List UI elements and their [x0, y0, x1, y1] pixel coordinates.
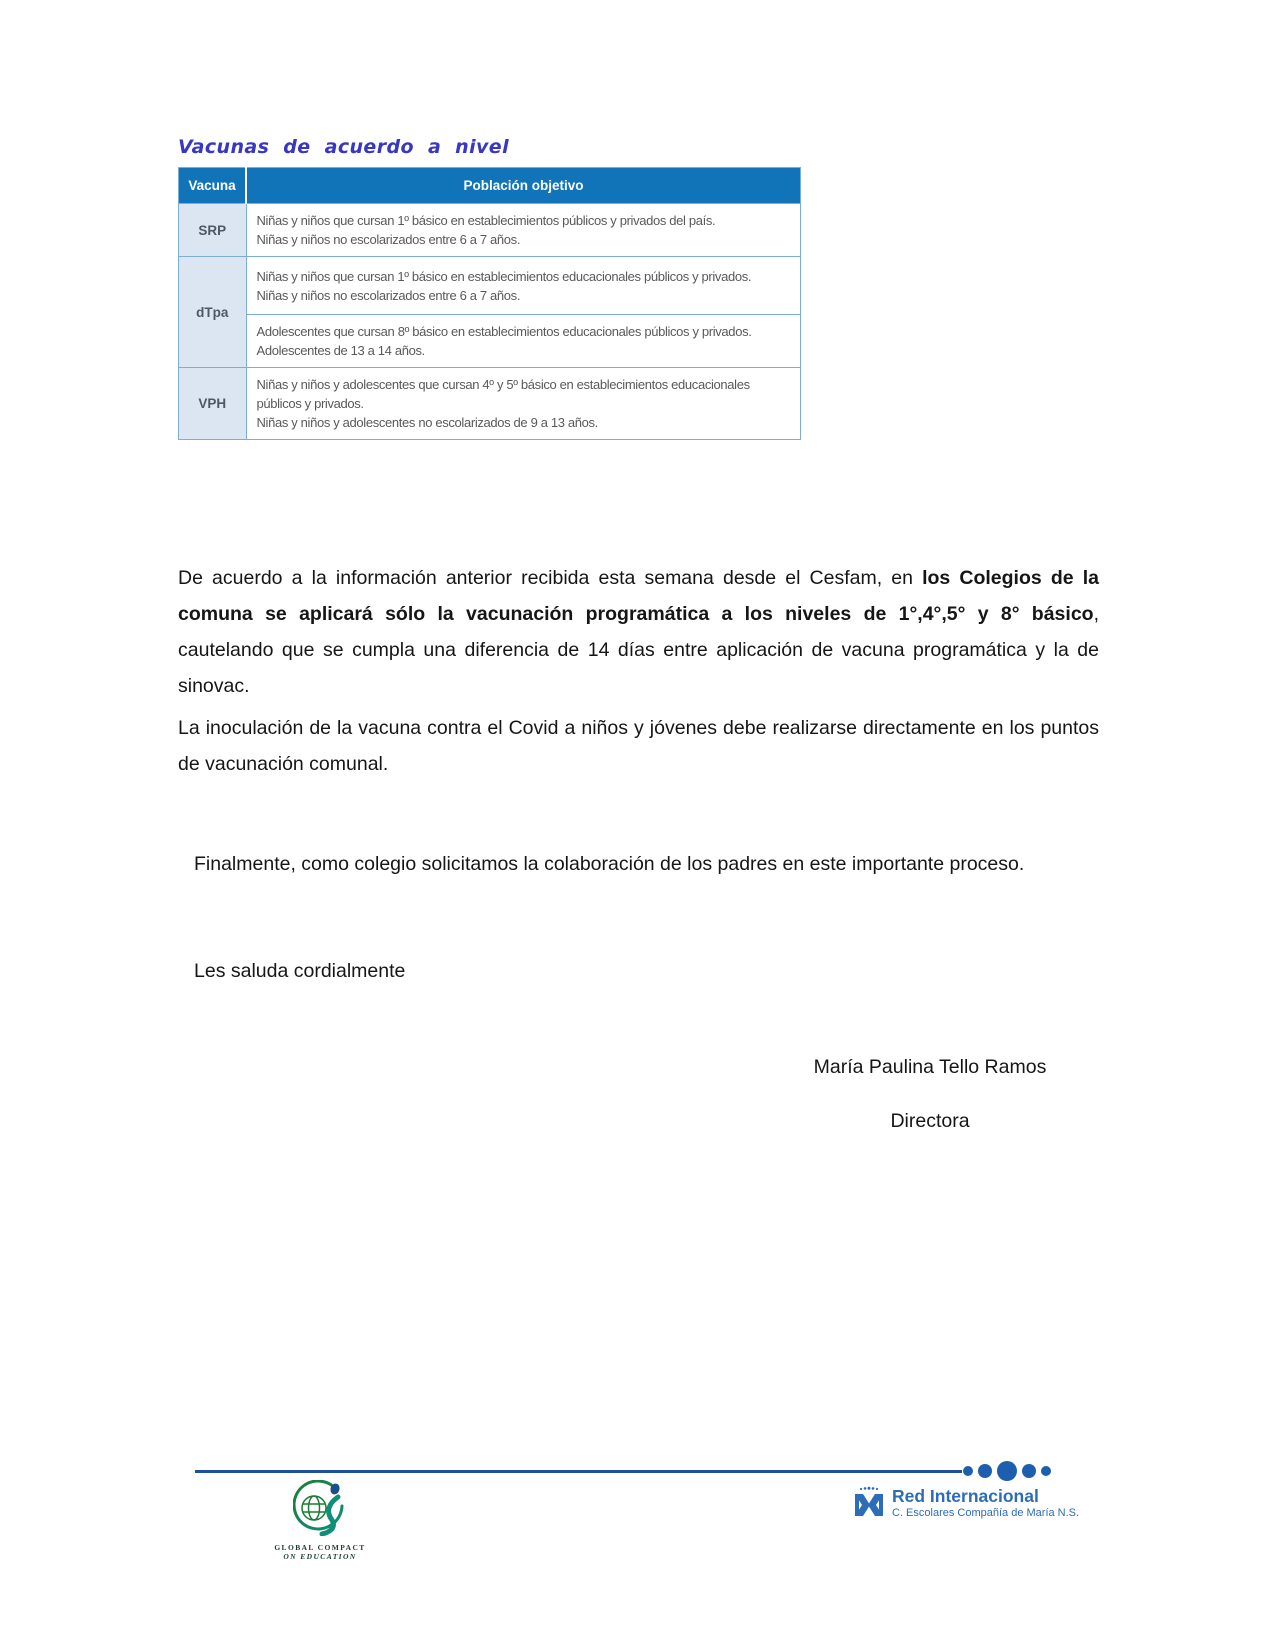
red-internacional-title: Red Internacional — [892, 1486, 1039, 1506]
globe-icon — [302, 1496, 326, 1520]
signature-name: María Paulina Tello Ramos — [813, 1056, 1047, 1078]
footer-divider-line — [195, 1470, 962, 1473]
cell-line: Niñas y niños que cursan 1º básico en establecimientos educacionales públicos y privados. — [256, 268, 752, 284]
red-internacional-text — [892, 1486, 1079, 1520]
row-content-srp — [246, 204, 801, 257]
global-compact-logo-icon — [293, 1480, 347, 1536]
table-row — [179, 315, 801, 368]
dot-icon — [1022, 1464, 1036, 1478]
table-row — [179, 204, 801, 257]
red-internacional-block — [854, 1486, 1079, 1524]
paragraph-inoculacion: La inoculación de la vacuna contra el Covid a niños y jóvenes debe realizarse directamente en los puntos de vacunación comunal. — [178, 716, 1099, 775]
paragraph-bold-text: los Colegios de la comuna se aplicará sólo la vacunación programática a los niveles de 1°,4°,5° y 8° básico — [178, 566, 1099, 625]
column-header-poblacion: Población objetivo — [246, 168, 801, 204]
cell-line: Niñas y niños y adolescentes que cursan 4º y 5º básico en establecimientos educacionales públicos y privados. — [256, 377, 750, 411]
person-icon — [322, 1482, 341, 1534]
paragraph-text: De acuerdo a la información anterior recibida esta semana desde el Cesfam, en — [178, 566, 923, 589]
cell-line: Niñas y niños no escolarizados entre 6 a 7 años. — [256, 287, 521, 303]
global-compact-logo — [262, 1480, 378, 1561]
dot-icon — [997, 1461, 1017, 1481]
row-label-srp: SRP — [179, 204, 247, 257]
dot-icon — [1041, 1466, 1051, 1476]
column-header-vacuna: Vacuna — [179, 168, 247, 204]
vaccine-table — [178, 167, 801, 440]
footer-dots-decoration — [963, 1461, 1051, 1481]
row-content-vph — [246, 368, 801, 440]
table-row — [179, 257, 801, 315]
cell-line: Niñas y niños y adolescentes no escolarizados de 9 a 13 años. — [256, 415, 598, 430]
red-internacional-subtitle: C. Escolares Compañía de María N.S. — [892, 1507, 1080, 1519]
cell-line: Adolescentes que cursan 8º básico en establecimientos educacionales públicos y privados. — [256, 324, 752, 339]
cell-line: Adolescentes de 13 a 14 años. — [256, 343, 425, 358]
closing-salutation: Les saluda cordialmente — [194, 960, 406, 982]
row-label-vph: VPH — [179, 368, 247, 440]
global-compact-text-line2: ON EDUCATION — [283, 1552, 357, 1561]
paragraph-cesfam — [178, 560, 1099, 704]
dot-icon — [963, 1466, 973, 1476]
global-compact-text-line1: GLOBAL COMPACT — [274, 1543, 366, 1552]
row-label-dtpa: dTpa — [179, 257, 247, 368]
row-content-dtpa-2 — [246, 315, 801, 368]
cell-line: Niñas y niños no escolarizados entre 6 a 7 años. — [256, 232, 521, 247]
signature-role: Directora — [890, 1110, 970, 1132]
cell-line: Niñas y niños que cursan 1º básico en establecimientos públicos y privados del país. — [256, 213, 716, 228]
dot-icon — [978, 1464, 992, 1478]
section-title: Vacunas de acuerdo a nivel — [178, 136, 510, 158]
table-row — [179, 368, 801, 440]
compania-de-maria-logo-icon — [854, 1486, 884, 1524]
table-header-row — [179, 168, 801, 204]
paragraph-finalmente: Finalmente, como colegio solicitamos la colaboración de los padres en este importante proceso. — [194, 852, 1025, 875]
paragraph-text: , cautelando que se cumpla una diferencia de 14 días entre aplicación de vacuna programática y la de sinovac. — [178, 602, 1099, 697]
row-content-dtpa-1 — [246, 257, 801, 315]
